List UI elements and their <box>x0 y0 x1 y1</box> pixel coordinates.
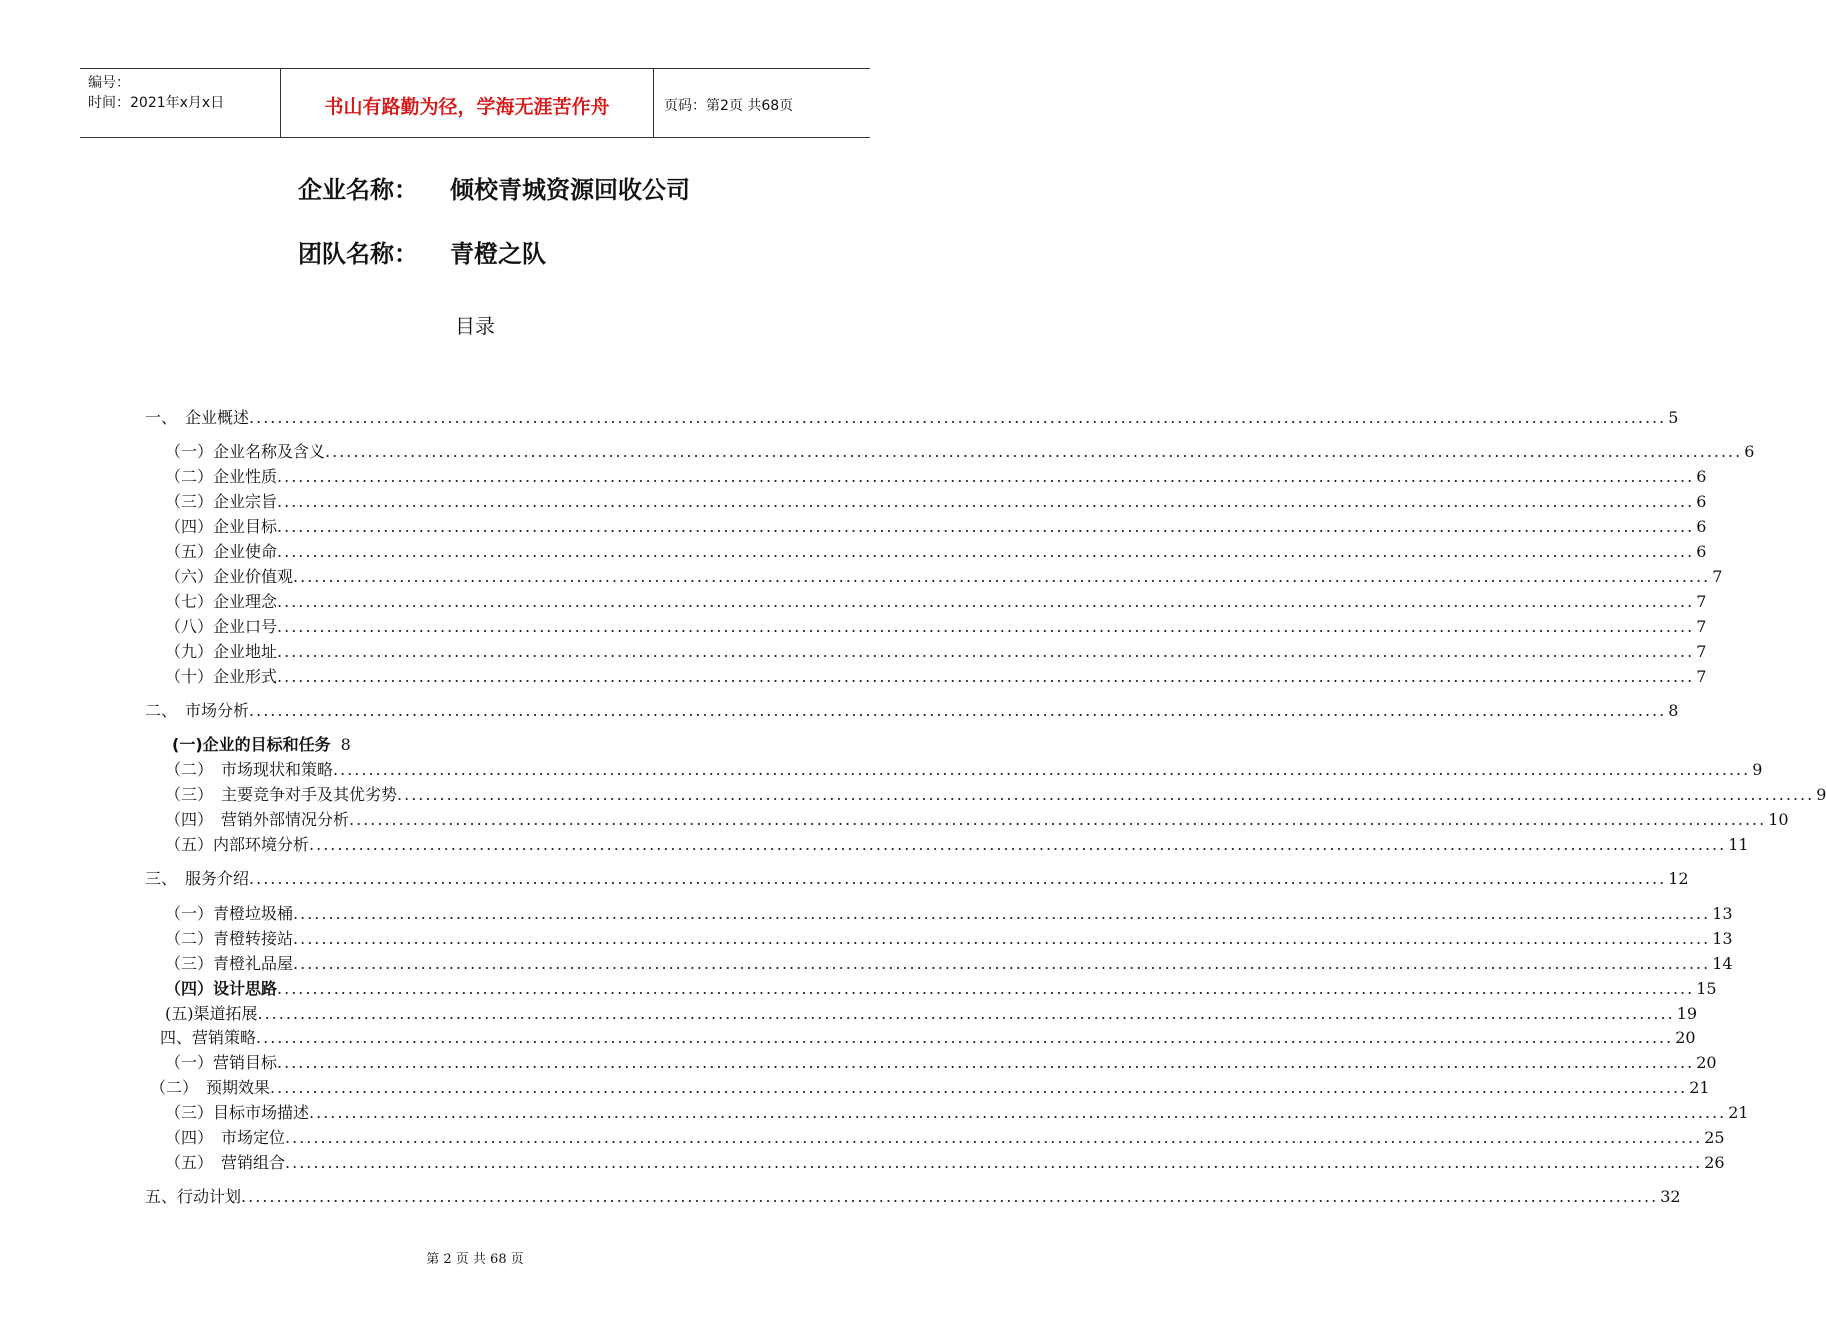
company-label: 企业名称： <box>298 176 418 204</box>
team-value: 青橙之队 <box>450 240 546 268</box>
toc-entry[interactable] <box>165 1127 1725 1149</box>
toc-entry-title: （三） 主要竞争对手及其优劣势 <box>165 785 398 804</box>
toc-entry-page: 14 <box>1712 954 1733 973</box>
toc-leader-dots: ........................................................................................................................................................................................................ <box>277 467 1695 486</box>
toc-leader-dots: ........................................................................................................................................................................................................ <box>349 810 1767 829</box>
toc-entry-page: 8 <box>1668 701 1679 720</box>
toc-leader-dots: ........................................................................................................................................................................................................ <box>293 929 1711 948</box>
toc-entry-page: 7 <box>1712 567 1723 586</box>
toc-entry-page: 21 <box>1689 1078 1710 1097</box>
toc-entry-title: （一）企业名称及含义 <box>165 442 326 461</box>
toc-entry-title: 五、行动计划 <box>145 1187 242 1206</box>
toc-entry-page: 6 <box>1744 442 1755 461</box>
toc-leader-dots: ........................................................................................................................................................................................................ <box>249 701 1667 720</box>
toc-entry[interactable] <box>145 868 1689 890</box>
toc-leader-dots: ........................................................................................................................................................................................................ <box>277 542 1695 561</box>
time-label: 时间：2021年x月x日 <box>88 95 225 111</box>
toc-entry-page: 15 <box>1696 979 1717 998</box>
toc-entry-page: 10 <box>1768 810 1789 829</box>
toc-entry-page: 9 <box>1816 785 1826 804</box>
toc-entry[interactable] <box>165 591 1707 613</box>
toc-leader-dots: ........................................................................................................................................................................................................ <box>309 1103 1727 1122</box>
toc-leader-dots: ........................................................................................................................................................................................................ <box>397 785 1815 804</box>
toc-entry-page: 21 <box>1728 1103 1749 1122</box>
toc-entry-page: 25 <box>1704 1128 1725 1147</box>
toc-entry[interactable] <box>165 516 1707 538</box>
toc-leader-dots: ........................................................................................................................................................................................................ <box>241 1187 1659 1206</box>
toc-leader-dots: ........................................................................................................................................................................................................ <box>293 904 1711 923</box>
toc-entry-title: （四）设计思路 <box>165 979 278 998</box>
toc-entry[interactable] <box>145 407 1679 429</box>
team-label: 团队名称： <box>298 240 418 268</box>
toc-entry[interactable] <box>145 1186 1681 1208</box>
toc-leader-dots: ........................................................................................................................................................................................................ <box>325 442 1743 461</box>
toc-entry-title: （四）企业目标 <box>165 517 278 536</box>
toc-leader-dots: ........................................................................................................................................................................................................ <box>277 617 1695 636</box>
toc-entry-title: （三）青橙礼品屋 <box>165 954 294 973</box>
toc-entry[interactable] <box>165 1152 1725 1174</box>
toc-leader-dots: ........................................................................................................................................................................................................ <box>277 492 1695 511</box>
toc-entry[interactable] <box>165 1052 1717 1074</box>
toc-entry-title: （二）青橙转接站 <box>165 929 294 948</box>
toc-title: 目录 <box>455 314 495 338</box>
toc-entry[interactable] <box>165 1102 1749 1124</box>
toc-leader-dots: ........................................................................................................................................................................................................ <box>309 835 1727 854</box>
toc-entry-title: （十）企业形式 <box>165 667 278 686</box>
toc-entry[interactable] <box>165 903 1733 925</box>
toc-entry-title: 三、 服务介绍 <box>145 869 250 888</box>
toc-leader-dots: ........................................................................................................................................................................................................ <box>277 1053 1695 1072</box>
header-motto: 书山有路勤为径，学海无涯苦作舟 <box>280 69 654 137</box>
page-header <box>80 68 870 138</box>
toc-leader-dots: ........................................................................................................................................................................................................ <box>277 979 1695 998</box>
toc-entry[interactable] <box>165 466 1707 488</box>
toc-entry-title: （八）企业口号 <box>165 617 278 636</box>
toc-leader-dots: ........................................................................................................................................................................................................ <box>277 667 1695 686</box>
toc-entry-title: （三）目标市场描述 <box>165 1103 310 1122</box>
toc-entry-title: （六）企业价值观 <box>165 567 294 586</box>
toc-entry-page: 11 <box>1728 835 1749 854</box>
toc-entry[interactable] <box>172 734 351 756</box>
header-page-info: 页码：第2页 共68页 <box>664 98 794 114</box>
toc-entry-page: 7 <box>1696 592 1707 611</box>
toc-entry-title: （一）营销目标 <box>165 1053 278 1072</box>
toc-entry-page: 6 <box>1696 542 1707 561</box>
toc-entry-title: （四） 市场定位 <box>165 1128 286 1147</box>
toc-leader-dots: ........................................................................................................................................................................................................ <box>293 954 1711 973</box>
toc-entry[interactable] <box>165 441 1755 463</box>
toc-entry[interactable] <box>165 541 1707 563</box>
toc-entry-title: （五） 营销组合 <box>165 1153 286 1172</box>
toc-entry[interactable] <box>165 928 1733 950</box>
toc-entry-page: 8 <box>340 735 351 754</box>
toc-entry-page: 5 <box>1668 408 1679 427</box>
toc-entry-title: (五)渠道拓展 <box>165 1004 258 1023</box>
toc-entry-title: （四） 营销外部情况分析 <box>165 810 350 829</box>
toc-entry[interactable] <box>165 759 1763 781</box>
toc-leader-dots: ........................................................................................................................................................................................................ <box>333 760 1751 779</box>
toc-leader-dots: ........................................................................................................................................................................................................ <box>256 1028 1674 1047</box>
toc-entry[interactable] <box>165 978 1717 1000</box>
toc-entry[interactable] <box>165 666 1707 688</box>
toc-entry-page: 7 <box>1696 642 1707 661</box>
toc-entry[interactable] <box>165 784 1826 806</box>
toc-entry[interactable] <box>160 1027 1696 1049</box>
toc-entry[interactable] <box>165 566 1723 588</box>
toc-leader-dots: ........................................................................................................................................................................................................ <box>270 1078 1688 1097</box>
team-name-row <box>298 234 546 269</box>
toc-entry[interactable] <box>165 953 1733 975</box>
toc-entry-title: 二、 市场分析 <box>145 701 250 720</box>
toc-entry[interactable] <box>150 1077 1710 1099</box>
toc-entry-page: 6 <box>1696 467 1707 486</box>
toc-entry-title: （二）企业性质 <box>165 467 278 486</box>
toc-entry-page: 12 <box>1668 869 1689 888</box>
toc-entry-page: 9 <box>1752 760 1763 779</box>
toc-entry-title: (一)企业的目标和任务 <box>172 735 331 754</box>
toc-leader-dots: ........................................................................................................................................................................................................ <box>277 517 1695 536</box>
toc-entry-page: 6 <box>1696 517 1707 536</box>
toc-entry[interactable] <box>165 834 1749 856</box>
toc-entry[interactable] <box>165 491 1707 513</box>
toc-entry[interactable] <box>165 1003 1698 1025</box>
company-value: 倾校青城资源回收公司 <box>450 176 690 204</box>
number-label: 编号： <box>88 75 130 91</box>
company-name-row <box>298 170 690 205</box>
toc-leader-dots: ........................................................................................................................................................................................................ <box>285 1153 1703 1172</box>
toc-entry-title: （二） 市场现状和策略 <box>165 760 334 779</box>
toc-entry[interactable] <box>165 641 1707 663</box>
toc-entry-page: 26 <box>1704 1153 1725 1172</box>
toc-entry-title: （三）企业宗旨 <box>165 492 278 511</box>
toc-entry-page: 7 <box>1696 617 1707 636</box>
toc-entry[interactable] <box>165 616 1707 638</box>
toc-entry-page: 7 <box>1696 667 1707 686</box>
toc-entry-title: （一）青橙垃圾桶 <box>165 904 294 923</box>
toc-entry[interactable] <box>145 700 1679 722</box>
toc-entry-page: 20 <box>1696 1053 1717 1072</box>
toc-leader-dots: ........................................................................................................................................................................................................ <box>277 642 1695 661</box>
toc-entry-title: （七）企业理念 <box>165 592 278 611</box>
toc-entry-title: （二） 预期效果 <box>150 1078 271 1097</box>
toc-entry-page: 13 <box>1712 929 1733 948</box>
toc-leader-dots: ........................................................................................................................................................................................................ <box>285 1128 1703 1147</box>
toc-leader-dots: ........................................................................................................................................................................................................ <box>257 1004 1675 1023</box>
toc-entry-page: 6 <box>1696 492 1707 511</box>
header-meta <box>80 69 280 137</box>
toc-leader-dots: ........................................................................................................................................................................................................ <box>277 592 1695 611</box>
toc-entry-title: 四、营销策略 <box>160 1028 257 1047</box>
toc-entry-page: 13 <box>1712 904 1733 923</box>
toc-entry-title: （九）企业地址 <box>165 642 278 661</box>
page-footer: 第 2 页 共 68 页 <box>426 1252 524 1267</box>
toc-entry-page: 19 <box>1676 1004 1698 1023</box>
toc-entry[interactable] <box>165 809 1789 831</box>
toc-entry-title: 一、 企业概述 <box>145 408 250 427</box>
toc-leader-dots: ........................................................................................................................................................................................................ <box>249 869 1667 888</box>
toc-entry-page: 20 <box>1675 1028 1696 1047</box>
toc-entry-page: 32 <box>1660 1187 1681 1206</box>
toc-entry-title: （五）企业使命 <box>165 542 278 561</box>
toc-leader-dots: ........................................................................................................................................................................................................ <box>293 567 1711 586</box>
toc-leader-dots: ........................................................................................................................................................................................................ <box>249 408 1667 427</box>
toc-entry-title: （五）内部环境分析 <box>165 835 310 854</box>
